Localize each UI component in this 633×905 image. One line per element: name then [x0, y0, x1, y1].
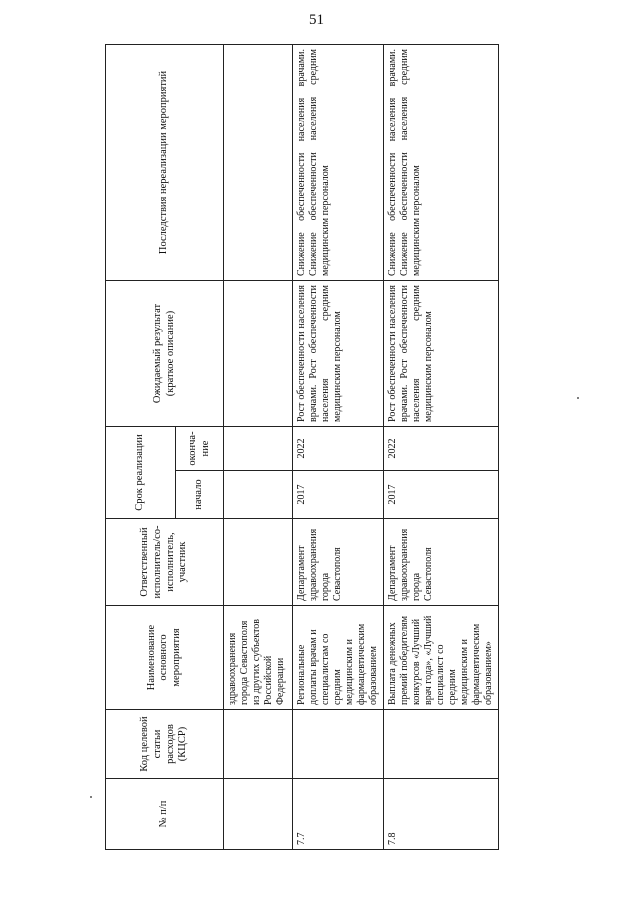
scan-speck	[577, 397, 579, 399]
cell-num	[224, 779, 293, 850]
table-row	[384, 44, 499, 849]
page-number: 51	[309, 12, 324, 28]
cell-name: здравоохранения города Севастополя из других субъектов Российской Федерации	[224, 606, 293, 710]
cell-end: 2022	[384, 426, 499, 470]
cell-start: 2017	[293, 471, 384, 519]
cell-result: Рост обеспеченности населения врачами. Рост обеспеченности населения средним медицинским персоналом	[293, 280, 384, 426]
header-start: начало	[176, 471, 224, 519]
table-row	[224, 44, 293, 849]
cell-name: Региональные доплаты врачам и специалистам со средним медицинским и фармацевтическим образованием	[293, 606, 384, 710]
header-result: Ожидаемый результат (краткое описание)	[106, 280, 224, 426]
cell-start	[224, 471, 293, 519]
cell-end: 2022	[293, 426, 384, 470]
header-consequences: Последствия нереализации мероприятий	[106, 44, 224, 280]
header-executor: Ответственный исполнитель/со-исполнитель, участник	[106, 519, 224, 606]
header-end: оконча-ние	[176, 426, 224, 470]
cell-executor: Департамент здравоохранения города Севастополя	[293, 519, 384, 606]
table-container	[105, 45, 494, 850]
table-header-row	[106, 44, 176, 849]
header-name: Наименование основного мероприятия	[106, 606, 224, 710]
cell-consequences	[224, 44, 293, 280]
cell-consequences: Снижение обеспеченности населения врачами. Снижение обеспеченности населения средним медицинским персоналом	[293, 44, 384, 280]
cell-start: 2017	[384, 471, 499, 519]
cell-num: 7.8	[384, 779, 499, 850]
header-period: Срок реализации	[106, 426, 176, 518]
cell-result: Рост обеспеченности населения врачами. Рост обеспеченности населения средним медицинским персоналом	[384, 280, 499, 426]
cell-name: Выплата денежных премий победителям конкурсов «Лучший врач года», «Лучший специалист со средним медицинским и фармацевтическим образованием»	[384, 606, 499, 710]
scan-speck	[90, 796, 92, 798]
cell-executor	[224, 519, 293, 606]
cell-num: 7.7	[293, 779, 384, 850]
cell-executor: Департамент здравоохранения города Севастополя	[384, 519, 499, 606]
header-num: № п/п	[106, 779, 224, 850]
cell-result	[224, 280, 293, 426]
cell-kcsr	[293, 710, 384, 779]
cell-end	[224, 426, 293, 470]
header-kcsr: Код целевой статьи расходов (КЦСР)	[106, 710, 224, 779]
cell-consequences: Снижение обеспеченности населения врачами. Снижение обеспеченности населения средним медицинским персоналом	[384, 44, 499, 280]
cell-kcsr	[384, 710, 499, 779]
rotated-table-area	[105, 45, 494, 850]
table-row	[293, 44, 384, 849]
measures-table	[105, 44, 499, 850]
cell-kcsr	[224, 710, 293, 779]
